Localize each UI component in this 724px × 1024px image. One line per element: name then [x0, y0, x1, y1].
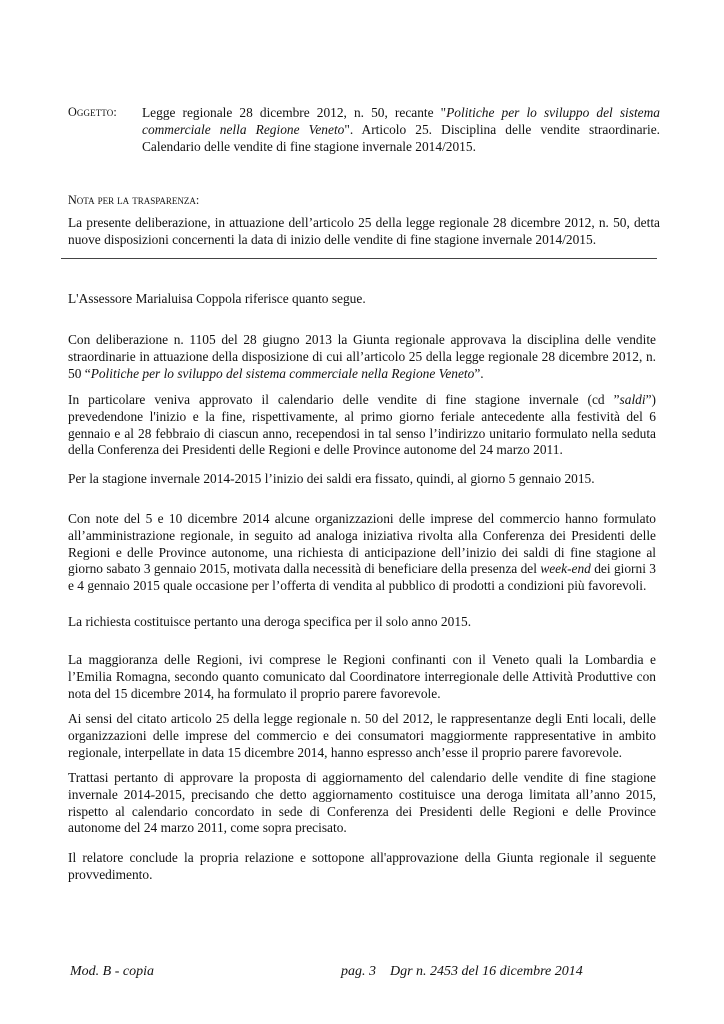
- paragraph-4: Per la stagione invernale 2014-2015 l’inizio dei saldi era fissato, quindi, al giorno 5 gennaio 2015.: [68, 471, 595, 486]
- subject-label: Oggetto:: [68, 105, 117, 119]
- paragraph-3-part-a: In particolare veniva approvato il calendario delle vendite di fine stagione invernale (cd ”: [68, 392, 620, 407]
- paragraph-9: Trattasi pertanto di approvare la proposta di aggiornamento del calendario delle vendite di fine stagione invernale 2014-2015, precisando che detto aggiornamento costituisce una deroga limitata all’anno 2015, rispetto al calendario concordato in sede di Conferenza dei Presidenti delle Regioni e delle Province autonome del 24 marzo 2011, come sopra precisato.: [68, 770, 656, 836]
- paragraph-1: L'Assessore Marialuisa Coppola riferisce quanto segue.: [68, 291, 366, 306]
- paragraph-7: La maggioranza delle Regioni, ivi comprese le Regioni confinanti con il Veneto quali la Lombardia e l’Emilia Romagna, secondo quanto comunicato dal Coordinatore interregionale delle Attività Produttive con nota del 15 dicembre 2014, ha formulato il proprio parere favorevole.: [68, 652, 656, 701]
- subject-text-part-1: Legge regionale 28 dicembre 2012, n. 50, recante ": [142, 105, 447, 120]
- paragraph-2-italic: Politiche per lo sviluppo del sistema commerciale nella Regione Veneto: [90, 365, 475, 381]
- paragraph-6: La richiesta costituisce pertanto una deroga specifica per il solo anno 2015.: [68, 614, 472, 629]
- paragraph-5-part-b: dei giorni 3 e 4 gennaio 2015 quale occasione per l’offerta di vendita al pubblico di prodotti a condizioni più favorevoli.: [68, 561, 656, 594]
- subject-block: [68, 104, 660, 155]
- subject-text: [142, 104, 660, 155]
- paragraph-8: Ai sensi del citato articolo 25 della legge regionale n. 50 del 2012, le rappresentanze degli Enti locali, delle organizzazioni delle imprese del commercio e dei consumatori maggiormente rappresentative in ambito regionale, interpellate in data 15 dicembre 2014, hanno espresso anch’esse il proprio parere favorevole.: [68, 711, 656, 760]
- footer-page-number: pag. 3: [341, 964, 376, 979]
- paragraph-10: Il relatore conclude la propria relazione e sottopone all'approvazione della Giunta regionale il seguente provvedimento.: [68, 850, 656, 882]
- paragraph-2: [68, 332, 656, 382]
- subject-text-part-2: ". Articolo 25. Disciplina delle vendite straordinarie. Calendario delle vendite di fine stagione invernale 2014/2015.: [142, 122, 660, 154]
- footer-reference: [341, 964, 583, 980]
- footer-model-label: Mod. B - copia: [70, 964, 154, 979]
- transparency-note-text: La presente deliberazione, in attuazione dell’articolo 25 della legge regionale 28 dicembre 2012, n. 50, detta nuove disposizioni concernenti la data di inizio delle vendite di fine stagione invernale 2014/2015.: [68, 215, 660, 247]
- paragraph-3-italic: saldi: [619, 392, 646, 407]
- paragraph-3-part-b: ”) prevedendone l'inizio e la fine, rispettivamente, al primo giorno feriale antecedente alla festività del 6 gennaio e al 28 febbraio di ciascun anno, recependosi in tal senso l’indirizzo unitario formulato nella seduta della Conferenza dei Presidenti delle Regioni e delle Province autonome del 24 marzo 2011.: [68, 392, 656, 458]
- paragraph-2-part-a: Con deliberazione n. 1105 del 28 giugno 2013 la Giunta regionale approvava la disciplina delle vendite straordinarie in attuazione della disposizione di cui all’articolo 25 della legge regionale 28 dicembre 2012, n. 50 “: [68, 332, 656, 381]
- paragraph-5-italic: week-end: [540, 561, 591, 577]
- transparency-note-label: Nota per la trasparenza:: [68, 193, 200, 207]
- paragraph-5-part-a: Con note del 5 e 10 dicembre 2014 alcune organizzazioni delle imprese del commercio hanno formulato all’amministrazione regionale, in seguito ad analoga iniziativa rivolta alla Conferenza dei Presidenti delle Regioni e delle Province autonome, una richiesta di anticipazione dell’inizio dei saldi di fine stagione al giorno sabato 3 gennaio 2015, motivata dalla necessità di beneficiare della presenza del: [68, 511, 656, 577]
- paragraph-3: [68, 392, 656, 459]
- paragraph-2-part-b: ”.: [474, 365, 484, 381]
- subject-law-title: Politiche per lo sviluppo del sistema commerciale nella Regione Veneto: [142, 105, 660, 137]
- paragraph-5: [68, 511, 656, 595]
- separator-line: [61, 258, 657, 259]
- footer-dgr-reference: Dgr n. 2453 del 16 dicembre 2014: [390, 964, 583, 979]
